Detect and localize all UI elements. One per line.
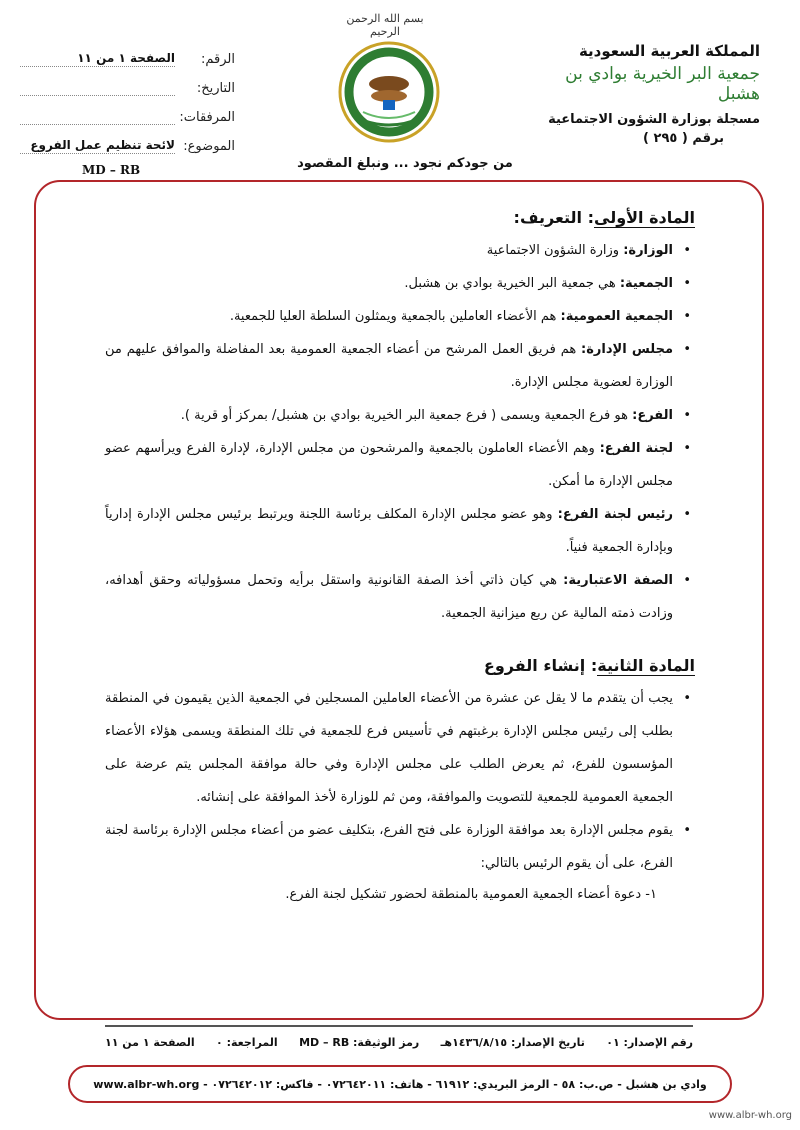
item-text: يجب أن يتقدم ما لا يقل عن عشرة من الأعضاء العاملين المسجلين في الجمعية الذين يقيمون في المنطقة بطلب إلى رئيس مجلس الإدارة برغبتهم في تأسيس فرع للجمعية في تلك المنطقة ويسمى هؤلاء الأعضاء المؤسسون للفرع، ثم يعرض الطلب على مجلس الإدارة وفي حالة موافقة المجلس يتم عرضة على الجمعية العمومية للجمعية للتصويت والموافقة، ومن ثم للوزارة لأخذ الموافقة على إنشائه.: [105, 691, 673, 805]
sub-item: ١- دعوة أعضاء الجمعية العمومية بالمنطقة لحضور تشكيل لجنة الفرع.: [285, 887, 657, 902]
item-term: الفرع:: [632, 408, 673, 423]
item-text: وزارة الشؤون الاجتماعية: [486, 243, 624, 258]
list-item: [105, 399, 695, 432]
date-row: [20, 67, 235, 96]
item-term: الجمعية العمومية:: [560, 309, 673, 324]
subject-row: [20, 125, 235, 154]
item-term: رئيس لجنة الفرع:: [557, 507, 673, 522]
attachments-row: [20, 96, 235, 125]
list-item: [105, 333, 695, 399]
tagline: من جودكم نجود ... ونبلغ المقصود: [297, 156, 513, 171]
ref-row: [20, 38, 235, 67]
issue-date: تاريخ الإصدار: ١٤٣٦/٨/١٥هـ: [440, 1036, 585, 1049]
date-label: التاريخ:: [196, 81, 235, 96]
footer-divider: [105, 1025, 693, 1027]
list-item: [105, 682, 695, 814]
list-item: [105, 267, 695, 300]
ref-label: الرقم:: [201, 52, 235, 67]
definitions-list: [105, 234, 695, 630]
subject-value: لائحة تنظيم عمل الفروع: [20, 138, 175, 154]
section-heading: إنشاء الفروع: [483, 656, 586, 675]
section-number: المادة الثانية: [597, 656, 695, 675]
item-text: هي جمعية البر الخيرية بوادي بن هشبل.: [404, 276, 620, 291]
section-number: المادة الأولى: [594, 208, 695, 227]
watermark-url: www.albr-wh.org: [708, 1110, 792, 1121]
item-term: الصفة الاعتبارية:: [563, 573, 673, 588]
registration-line: مسجلة بوزارة الشؤون الاجتماعية: [548, 112, 760, 127]
registration-number: برقم ( ٢٩٥ ): [643, 131, 724, 146]
attachments-label: المرفقات:: [179, 110, 235, 125]
item-text: وهم الأعضاء العاملون بالجمعية والمرشحون من مجلس الإدارة، لإدارة الفرع ويرأسهم عضو مجلس الإدارة ما أمكن.: [105, 441, 673, 489]
attachments-value: [20, 123, 175, 125]
item-text: هم الأعضاء العاملين بالجمعية ويمثلون السلطة العليا للجمعية.: [229, 309, 561, 324]
item-term: مجلس الإدارة:: [581, 342, 673, 357]
item-text: هي كيان ذاتي أخذ الصفة القانونية واستقل برأيه وتحمل مسؤولياته وحقق أهدافه، وزادت ذمته المالية عن ربع ميزانية الجمعية.: [105, 573, 673, 621]
item-term: الوزارة:: [623, 243, 673, 258]
ref-value: الصفحة ١ من ١١: [20, 51, 175, 67]
list-item: [105, 234, 695, 267]
list-item: [105, 300, 695, 333]
section-title: المادة الأولى: التعريف:: [513, 208, 695, 227]
list-item: [105, 814, 695, 880]
section-title: المادة الثانية: إنشاء الفروع: [483, 656, 695, 675]
document-body: [105, 202, 695, 910]
document-info: [20, 38, 235, 154]
list-item: [105, 432, 695, 498]
establishment-list: [105, 682, 695, 880]
contact-info: وادي بن هشبل - ص.ب: ٥٨ - الرمز البريدي: ٦١٩١٢ - هاتف: ٠٧٢٦٤٢٠١١ - فاكس: ٠٧٢٦٤٢٠١٢ - www.albr-wh.org: [93, 1077, 707, 1091]
footer-meta: [105, 1036, 693, 1049]
list-item: [105, 498, 695, 564]
item-text: هو فرع الجمعية ويسمى ( فرع جمعية البر الخيرية بوادي بن هشبل/ بمركز أو قرية ).: [180, 408, 633, 423]
charity-name: جمعية البر الخيرية بوادي بن هشبل: [565, 64, 760, 104]
item-term: الجمعية:: [619, 276, 673, 291]
organization-header: [530, 42, 760, 146]
list-item: [105, 564, 695, 630]
review-number: المراجعة: ٠: [216, 1036, 278, 1049]
basmala: بسم الله الرحمن الرحيم: [346, 12, 424, 38]
subject-label: الموضوع:: [183, 139, 235, 154]
item-term: لجنة الفرع:: [599, 441, 673, 456]
date-value: [20, 94, 175, 96]
issue-number: رقم الإصدار: ٠١: [606, 1036, 693, 1049]
item-text: يقوم مجلس الإدارة بعد موافقة الوزارة على فتح الفرع، بتكليف عضو من أعضاء مجلس الإدارة برئاسة لجنة الفرع، على أن يقوم الرئيس بالتالي:: [105, 823, 673, 871]
section-heading: التعريف: [519, 208, 583, 227]
item-text: وهو عضو مجلس الإدارة المكلف برئاسة اللجنة ويرتبط برئيس مجلس الإدارة إدارياً وبإدارة الجمعية فنياً.: [105, 507, 673, 555]
contact-bar: [68, 1065, 732, 1103]
document-reference: MD – RB: [82, 163, 141, 177]
charity-logo: [337, 40, 441, 144]
kingdom-name: المملكة العربية السعودية: [578, 42, 760, 60]
page-number: الصفحة ١ من ١١: [105, 1036, 195, 1049]
item-text: هم فريق العمل المرشح من أعضاء الجمعية العمومية بعد المفاضلة والموافق عليهم من الوزارة لعضوية مجلس الإدارة.: [105, 342, 673, 390]
document-code: رمز الوثيقة: MD – RB: [299, 1036, 420, 1049]
